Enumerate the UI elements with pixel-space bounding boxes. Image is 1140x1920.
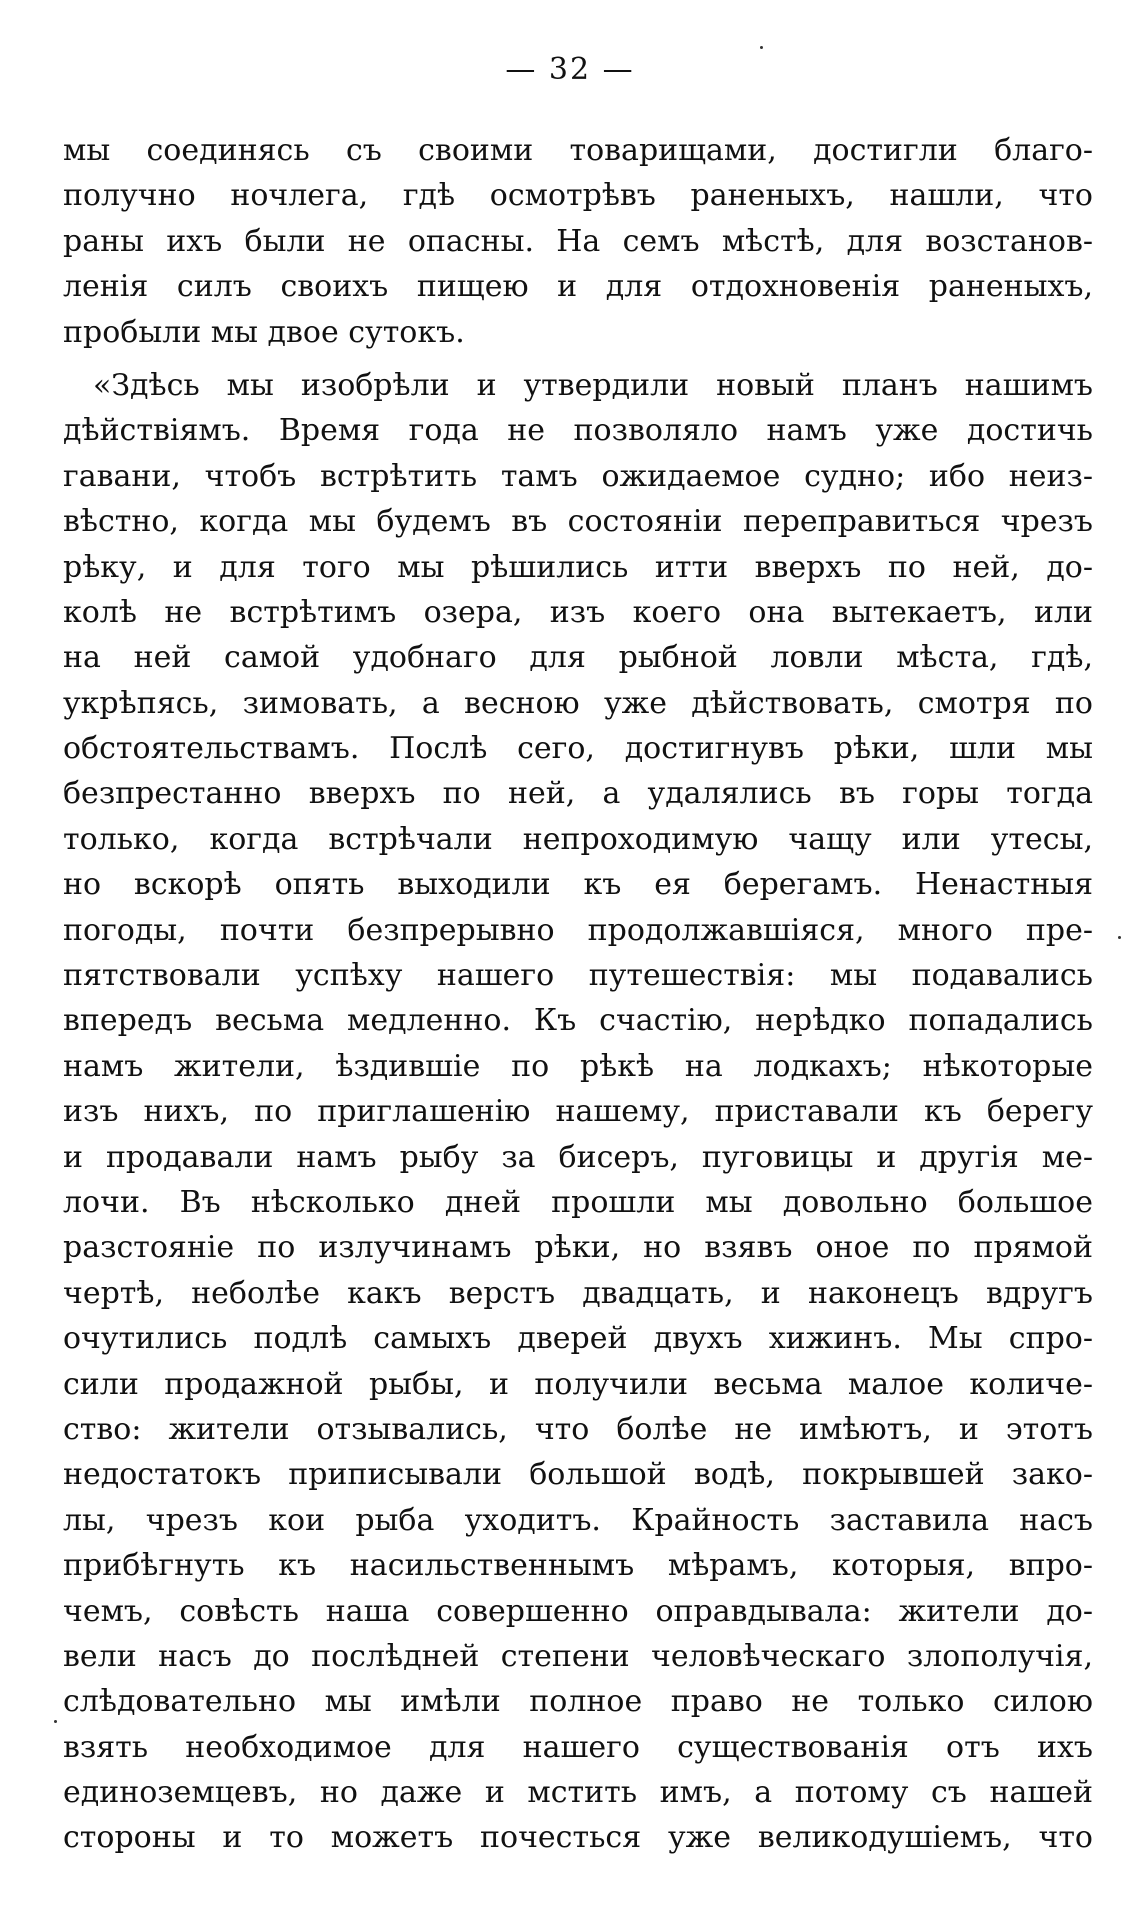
text-line: рѣку, и для того мы рѣшились итти вверхъ по ней, до- bbox=[63, 549, 1093, 585]
text-line: вели насъ до послѣдней степени человѣческаго злополучія, bbox=[63, 1638, 1093, 1674]
text-line: мы соединясь съ своими товарищами, достигли благо- bbox=[63, 133, 1093, 168]
text-line: чертѣ, неболѣе какъ верстъ двадцать, и наконецъ вдругъ bbox=[63, 1275, 1093, 1311]
text-line: пробыли мы двое сутокъ. bbox=[63, 314, 465, 350]
text-line: чемъ, совѣсть наша совершенно оправдывала: жители до- bbox=[63, 1593, 1093, 1629]
paper-speck bbox=[760, 46, 763, 49]
text-line: получно ночлега, гдѣ осмотрѣвъ раненыхъ, нашли, что bbox=[63, 178, 1093, 214]
text-line: изъ нихъ, по приглашенію нашему, приставали къ берегу bbox=[63, 1094, 1093, 1130]
text-line: лочи. Въ нѣсколько дней прошли мы довольно большое bbox=[63, 1184, 1093, 1220]
text-line: разстояніе по излучинамъ рѣки, но взявъ оное по прямой bbox=[63, 1230, 1093, 1266]
text-line: единоземцевъ, но даже и мстить имъ, а потому съ нашей bbox=[63, 1775, 1093, 1811]
text-line: гавани, чтобъ встрѣтить тамъ ожидаемое судно; ибо неиз- bbox=[63, 458, 1093, 494]
text-line: на ней самой удобнаго для рыбной ловли мѣста, гдѣ, bbox=[63, 640, 1093, 676]
text-line: раны ихъ были не опасны. На семъ мѣстѣ, для возстанов- bbox=[63, 223, 1093, 259]
text-line: погоды, почти безпрерывно продолжавшіяся, много пре- bbox=[63, 912, 1093, 948]
paragraph bbox=[63, 363, 1093, 1861]
text-line: но вскорѣ опять выходили къ ея берегамъ. Ненастныя bbox=[63, 867, 1093, 903]
text-line: сили продажной рыбы, и получили весьма малое количе- bbox=[63, 1366, 1093, 1402]
text-line: слѣдовательно мы имѣли полное право не только силою bbox=[63, 1684, 1093, 1720]
text-line: стороны и то можетъ почесться уже великодушіемъ, что bbox=[63, 1820, 1093, 1856]
text-line: дѣйствіямъ. Время года не позволяло намъ уже достичь bbox=[63, 413, 1093, 449]
text-line: безпрестанно вверхъ по ней, а удалялись въ горы тогда bbox=[63, 776, 1093, 812]
paragraph bbox=[63, 128, 1093, 355]
text-line: пятствовали успѣху нашего путешествія: мы подавались bbox=[63, 958, 1093, 994]
text-line: впередъ весьма медленно. Къ счастію, нерѣдко попадались bbox=[63, 1003, 1093, 1039]
text-line: лы, чрезъ кои рыба уходитъ. Крайность заставила насъ bbox=[63, 1502, 1093, 1538]
text-line: вѣстно, когда мы будемъ въ состояніи переправиться чрезъ bbox=[63, 504, 1093, 540]
paper-speck bbox=[1118, 936, 1121, 939]
text-line: и продавали намъ рыбу за бисеръ, пуговицы и другія ме- bbox=[63, 1139, 1093, 1175]
text-line: прибѣгнуть къ насильственнымъ мѣрамъ, которыя, впро- bbox=[63, 1548, 1093, 1584]
text-line: укрѣпясь, зимовать, а весною уже дѣйствовать, смотря по bbox=[63, 685, 1093, 721]
text-line: очутились подлѣ самыхъ дверей двухъ хижинъ. Мы спро- bbox=[63, 1321, 1093, 1357]
text-line: ство: жители отзывались, что болѣе не имѣютъ, и этотъ bbox=[63, 1411, 1093, 1447]
body-text bbox=[63, 128, 1093, 1861]
text-line: колѣ не встрѣтимъ озера, изъ коего она вытекаетъ, или bbox=[63, 594, 1093, 630]
text-line: ленія силъ своихъ пищею и для отдохновенія раненыхъ, bbox=[63, 269, 1093, 305]
page-number: — 32 — bbox=[505, 52, 635, 87]
paper-speck bbox=[54, 1720, 57, 1723]
text-line: обстоятельствамъ. Послѣ сего, достигнувъ рѣки, шли мы bbox=[63, 731, 1093, 767]
text-line: намъ жители, ѣздившіе по рѣкѣ на лодкахъ; нѣкоторые bbox=[63, 1048, 1093, 1084]
text-line: только, когда встрѣчали непроходимую чащу или утесы, bbox=[63, 821, 1093, 857]
paragraph-gap bbox=[63, 355, 1093, 363]
text-line: «Здѣсь мы изобрѣли и утвердили новый планъ нашимъ bbox=[93, 367, 1093, 403]
text-line: недостатокъ приписывали большой водѣ, покрывшей зако- bbox=[63, 1457, 1093, 1493]
text-line: взять необходимое для нашего существованія отъ ихъ bbox=[63, 1729, 1093, 1765]
